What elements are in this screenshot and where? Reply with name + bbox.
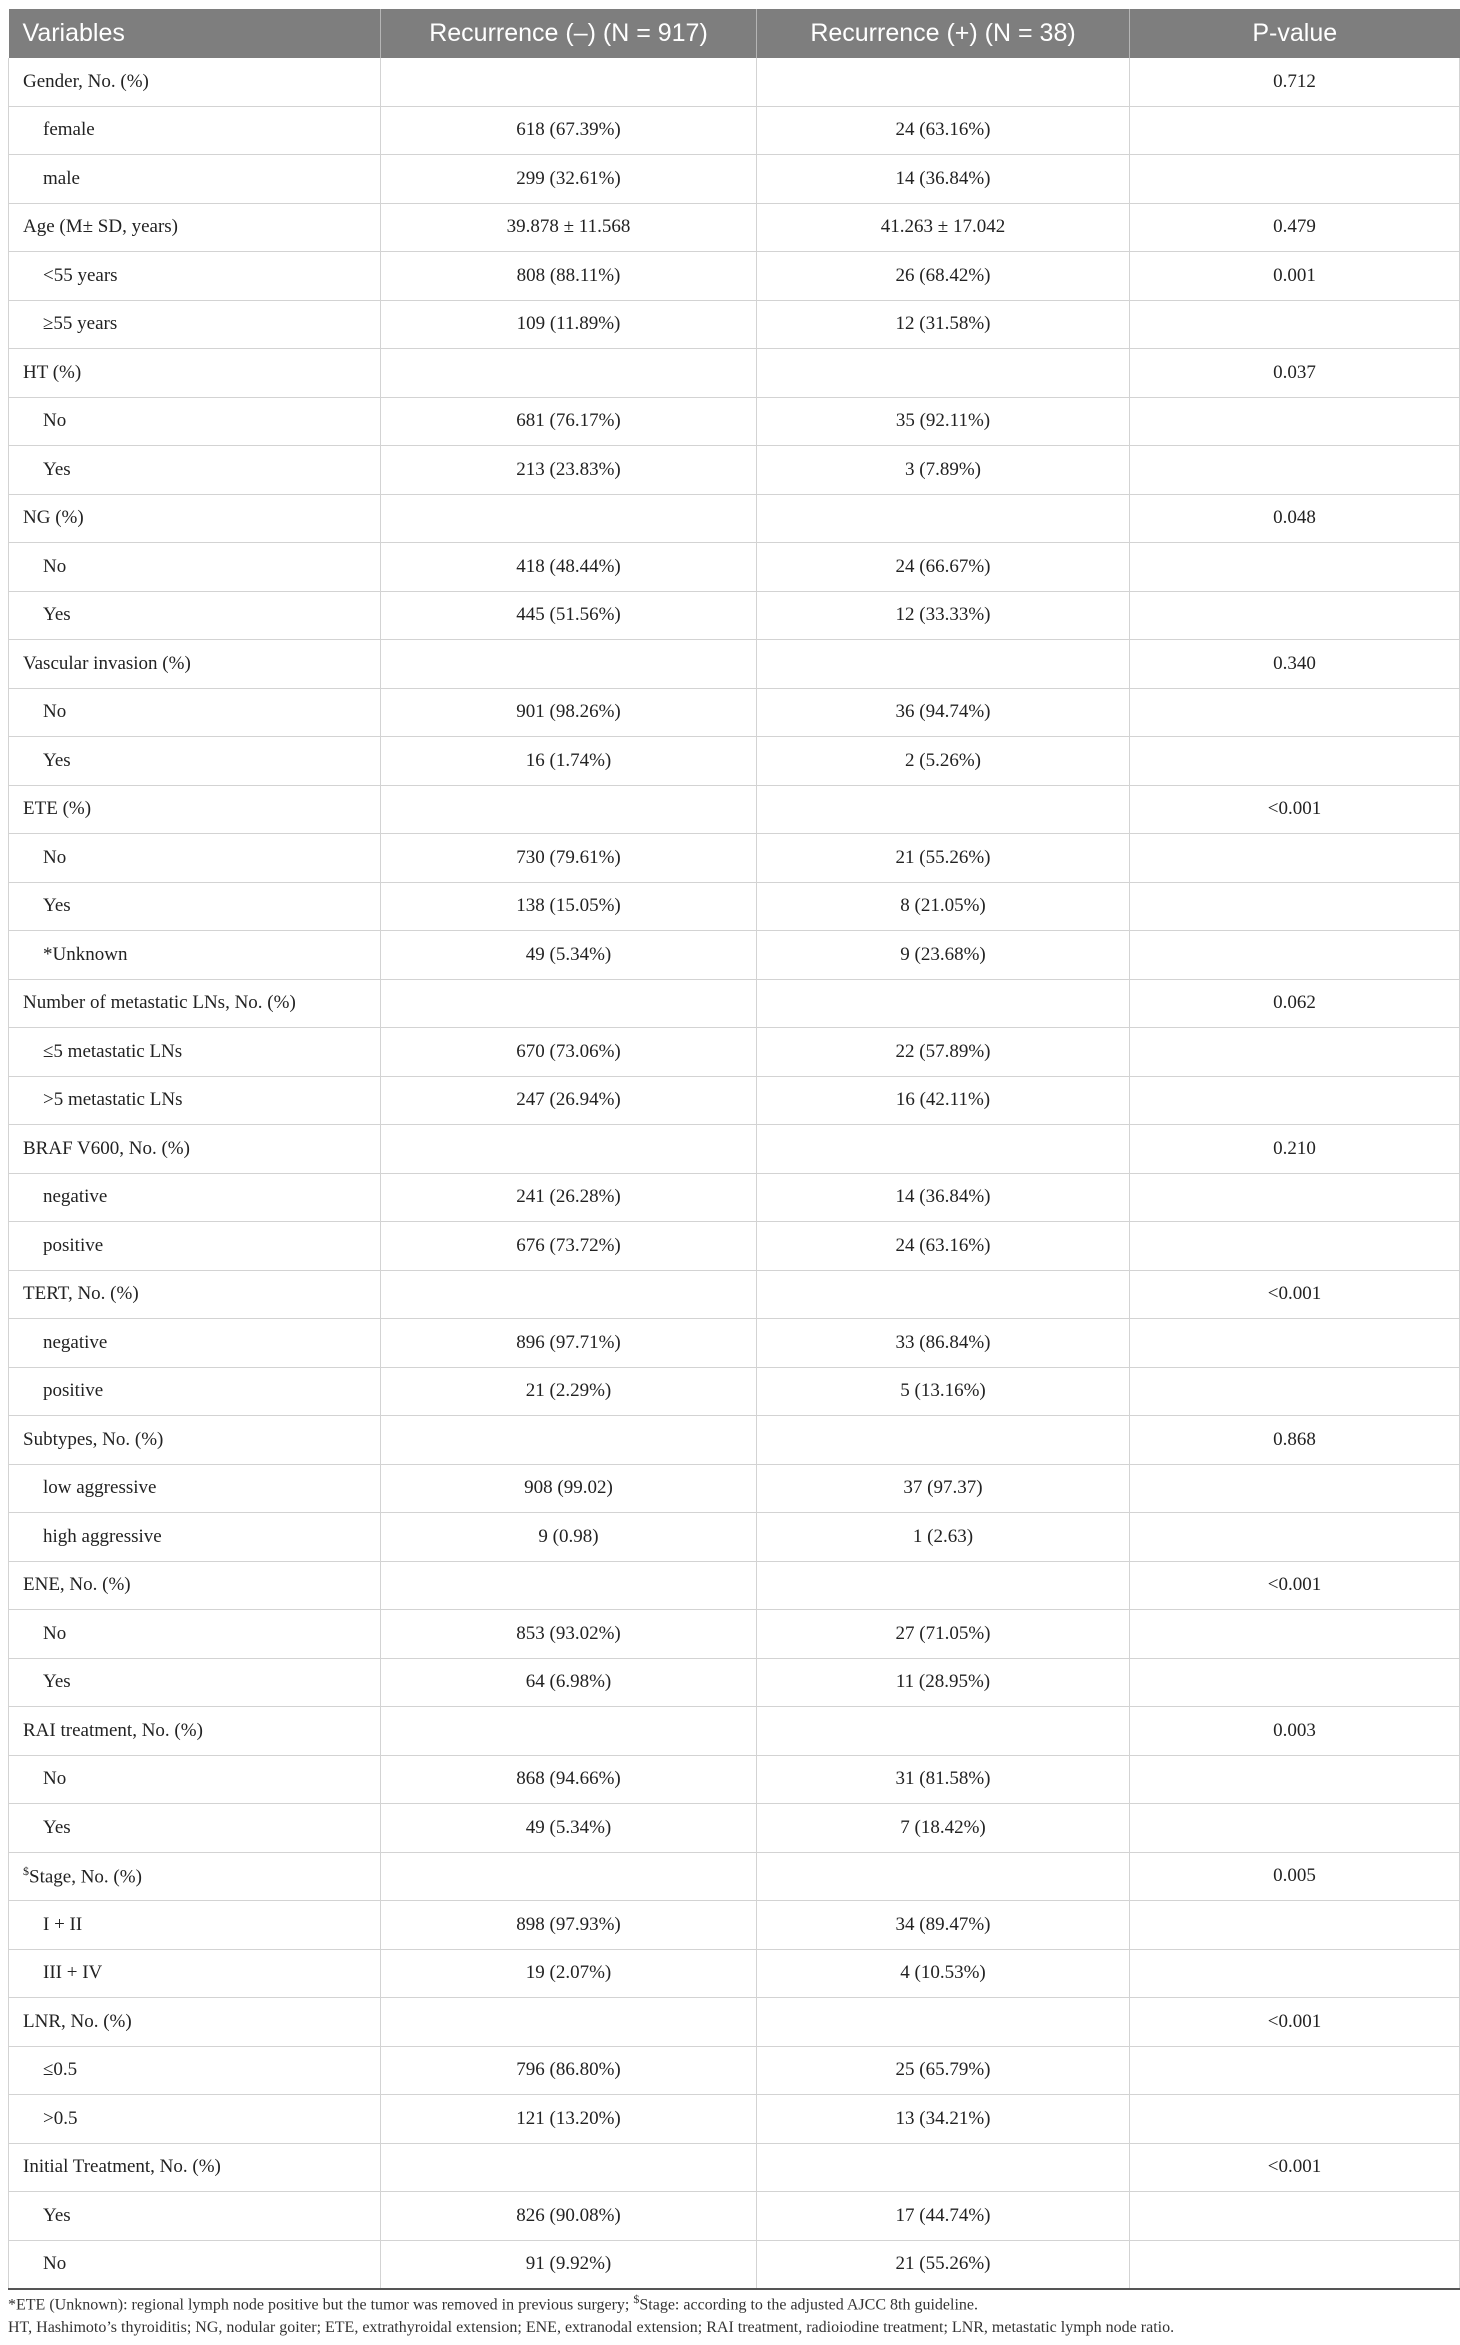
row-label-text: Yes	[43, 749, 71, 771]
row-label	[9, 1222, 381, 1271]
cell-recurrence-positive	[757, 2143, 1130, 2192]
row-label	[9, 1804, 381, 1853]
cell-p-value: <0.001	[1130, 2143, 1460, 2192]
cell-recurrence-negative: 241 (26.28%)	[381, 1173, 757, 1222]
cell-recurrence-positive: 8 (21.05%)	[757, 882, 1130, 931]
cell-p-value	[1130, 688, 1460, 737]
row-label	[9, 1755, 381, 1804]
footnote-line-1	[8, 2288, 1458, 2316]
row-label	[9, 1270, 381, 1319]
table-row	[9, 397, 1460, 446]
cell-recurrence-negative: 445 (51.56%)	[381, 591, 757, 640]
table-row	[9, 591, 1460, 640]
cell-recurrence-negative: 9 (0.98)	[381, 1513, 757, 1562]
cell-recurrence-positive: 12 (33.33%)	[757, 591, 1130, 640]
row-label	[9, 203, 381, 252]
cell-recurrence-positive: 24 (66.67%)	[757, 543, 1130, 592]
row-label-text: No	[43, 1622, 67, 1644]
row-label	[9, 155, 381, 204]
row-label	[9, 834, 381, 883]
table-row	[9, 2046, 1460, 2095]
cell-recurrence-positive: 22 (57.89%)	[757, 1028, 1130, 1077]
table-row	[9, 640, 1460, 689]
row-label-text: negative	[43, 1331, 108, 1353]
row-label	[9, 397, 381, 446]
cell-recurrence-negative: 16 (1.74%)	[381, 737, 757, 786]
table-row	[9, 1998, 1460, 2047]
cell-p-value	[1130, 2095, 1460, 2144]
row-label	[9, 1949, 381, 1998]
cell-recurrence-negative: 19 (2.07%)	[381, 1949, 757, 1998]
row-label	[9, 2192, 381, 2241]
cell-recurrence-positive	[757, 1998, 1130, 2047]
cell-recurrence-positive: 13 (34.21%)	[757, 2095, 1130, 2144]
row-label-text: male	[43, 167, 80, 189]
row-label-text: III + IV	[43, 1962, 103, 1984]
table-row	[9, 1658, 1460, 1707]
row-label-text: Initial Treatment, No. (%)	[23, 2156, 221, 2178]
row-label	[9, 591, 381, 640]
table-row	[9, 1222, 1460, 1271]
cell-p-value	[1130, 931, 1460, 980]
table-row	[9, 1949, 1460, 1998]
cell-p-value: 0.479	[1130, 203, 1460, 252]
cell-recurrence-positive: 41.263 ± 17.042	[757, 203, 1130, 252]
cell-p-value: 0.003	[1130, 1707, 1460, 1756]
row-label	[9, 106, 381, 155]
cell-p-value	[1130, 737, 1460, 786]
row-label-text: Yes	[43, 1816, 71, 1838]
row-label-text: positive	[43, 1380, 104, 1402]
row-label	[9, 58, 381, 106]
row-label-text: Vascular invasion (%)	[23, 652, 191, 674]
cell-recurrence-negative	[381, 640, 757, 689]
row-label	[9, 737, 381, 786]
row-label-text: ENE, No. (%)	[23, 1574, 131, 1596]
row-label-text: Gender, No. (%)	[23, 70, 149, 92]
table-row	[9, 1755, 1460, 1804]
cell-recurrence-positive: 1 (2.63)	[757, 1513, 1130, 1562]
cell-recurrence-negative	[381, 1270, 757, 1319]
cell-recurrence-negative	[381, 494, 757, 543]
cell-recurrence-positive: 17 (44.74%)	[757, 2192, 1130, 2241]
row-label	[9, 1513, 381, 1562]
table-row	[9, 1707, 1460, 1756]
row-label	[9, 1028, 381, 1077]
row-label	[9, 1561, 381, 1610]
table-row	[9, 2240, 1460, 2289]
cell-p-value: <0.001	[1130, 1998, 1460, 2047]
row-label	[9, 252, 381, 301]
row-label-text: LNR, No. (%)	[23, 2010, 132, 2032]
cell-p-value	[1130, 1610, 1460, 1659]
row-label-text: ≥55 years	[43, 313, 118, 335]
cell-p-value	[1130, 397, 1460, 446]
row-label	[9, 785, 381, 834]
cell-p-value	[1130, 2192, 1460, 2241]
cell-recurrence-positive	[757, 1852, 1130, 1901]
cell-recurrence-positive	[757, 1416, 1130, 1465]
table-row	[9, 1901, 1460, 1950]
cell-p-value	[1130, 882, 1460, 931]
cell-recurrence-negative: 299 (32.61%)	[381, 155, 757, 204]
table-row	[9, 688, 1460, 737]
row-label-text: Yes	[43, 604, 71, 626]
cell-recurrence-positive	[757, 494, 1130, 543]
cell-p-value	[1130, 1804, 1460, 1853]
cell-p-value: 0.005	[1130, 1852, 1460, 1901]
cell-recurrence-positive	[757, 58, 1130, 106]
row-label	[9, 1610, 381, 1659]
cell-recurrence-negative: 109 (11.89%)	[381, 300, 757, 349]
table-row	[9, 931, 1460, 980]
cell-recurrence-negative: 418 (48.44%)	[381, 543, 757, 592]
table-row	[9, 882, 1460, 931]
cell-recurrence-negative: 64 (6.98%)	[381, 1658, 757, 1707]
cell-recurrence-negative	[381, 1707, 757, 1756]
cell-recurrence-negative: 49 (5.34%)	[381, 931, 757, 980]
cell-recurrence-negative: 21 (2.29%)	[381, 1367, 757, 1416]
row-label	[9, 640, 381, 689]
cell-recurrence-negative	[381, 58, 757, 106]
row-label	[9, 1852, 381, 1901]
row-label	[9, 2240, 381, 2289]
row-label	[9, 1367, 381, 1416]
cell-p-value	[1130, 1367, 1460, 1416]
cell-recurrence-positive: 35 (92.11%)	[757, 397, 1130, 446]
row-label	[9, 1707, 381, 1756]
cell-p-value	[1130, 155, 1460, 204]
row-label-text: Yes	[43, 1671, 71, 1693]
table-row	[9, 1804, 1460, 1853]
row-label	[9, 2143, 381, 2192]
cell-p-value	[1130, 1949, 1460, 1998]
row-label	[9, 1125, 381, 1174]
cell-recurrence-positive: 9 (23.68%)	[757, 931, 1130, 980]
cell-recurrence-negative	[381, 1125, 757, 1174]
footnote-ete: *ETE (Unknown): regional lymph node positive but the tumor was removed in previous surgery;	[8, 2296, 634, 2314]
row-label-text: No	[43, 1768, 67, 1790]
row-label	[9, 2046, 381, 2095]
row-label-text: Yes	[43, 2204, 71, 2226]
cell-p-value	[1130, 1658, 1460, 1707]
row-label-text: >5 metastatic LNs	[43, 1089, 183, 1111]
table-row	[9, 58, 1460, 106]
row-label-text: ≤0.5	[43, 2059, 78, 2081]
cell-recurrence-negative: 681 (76.17%)	[381, 397, 757, 446]
cell-recurrence-positive: 33 (86.84%)	[757, 1319, 1130, 1368]
table-row	[9, 252, 1460, 301]
row-label	[9, 1658, 381, 1707]
cell-p-value: <0.001	[1130, 1561, 1460, 1610]
cell-p-value: <0.001	[1130, 1270, 1460, 1319]
row-label-text: low aggressive	[43, 1477, 157, 1499]
cell-recurrence-positive: 14 (36.84%)	[757, 155, 1130, 204]
header-variables: Variables	[9, 9, 381, 58]
row-label-text: I + II	[43, 1913, 83, 1935]
row-label	[9, 1173, 381, 1222]
cell-recurrence-negative: 121 (13.20%)	[381, 2095, 757, 2144]
cell-recurrence-negative	[381, 1561, 757, 1610]
cell-recurrence-positive: 24 (63.16%)	[757, 106, 1130, 155]
row-label	[9, 1464, 381, 1513]
table-row	[9, 349, 1460, 398]
cell-recurrence-positive	[757, 1561, 1130, 1610]
cell-recurrence-positive	[757, 1125, 1130, 1174]
cell-recurrence-positive: 34 (89.47%)	[757, 1901, 1130, 1950]
cell-recurrence-positive	[757, 785, 1130, 834]
cell-recurrence-negative	[381, 1998, 757, 2047]
table-row	[9, 2095, 1460, 2144]
cell-recurrence-positive: 25 (65.79%)	[757, 2046, 1130, 2095]
cell-recurrence-positive: 14 (36.84%)	[757, 1173, 1130, 1222]
row-label-text: ETE (%)	[23, 798, 92, 820]
cell-recurrence-negative	[381, 979, 757, 1028]
row-label	[9, 1416, 381, 1465]
cell-recurrence-negative	[381, 785, 757, 834]
row-label	[9, 2095, 381, 2144]
cell-p-value	[1130, 1319, 1460, 1368]
cell-recurrence-negative: 39.878 ± 11.568	[381, 203, 757, 252]
row-label-text: positive	[43, 1234, 104, 1256]
cell-p-value	[1130, 2240, 1460, 2289]
cell-p-value	[1130, 300, 1460, 349]
table-row	[9, 2143, 1460, 2192]
row-label-text: HT (%)	[23, 361, 82, 383]
table-row	[9, 1076, 1460, 1125]
table-footnotes	[8, 2288, 1458, 2339]
table-row	[9, 1561, 1460, 1610]
cell-recurrence-positive: 31 (81.58%)	[757, 1755, 1130, 1804]
row-label-text: Subtypes, No. (%)	[23, 1428, 164, 1450]
row-label	[9, 494, 381, 543]
cell-p-value: 0.048	[1130, 494, 1460, 543]
table-row	[9, 1513, 1460, 1562]
row-label	[9, 979, 381, 1028]
table-row	[9, 1464, 1460, 1513]
row-label-text: Yes	[43, 458, 71, 480]
cell-p-value: 0.062	[1130, 979, 1460, 1028]
cell-recurrence-positive: 37 (97.37)	[757, 1464, 1130, 1513]
table-row	[9, 203, 1460, 252]
cell-recurrence-positive: 7 (18.42%)	[757, 1804, 1130, 1853]
cell-recurrence-positive	[757, 1707, 1130, 1756]
row-label-text: NG (%)	[23, 507, 84, 529]
table-row	[9, 785, 1460, 834]
cell-p-value	[1130, 1222, 1460, 1271]
cell-p-value	[1130, 1028, 1460, 1077]
cell-recurrence-negative: 796 (86.80%)	[381, 2046, 757, 2095]
table-header-row	[9, 9, 1460, 58]
row-label-text: *Unknown	[43, 943, 128, 965]
cell-recurrence-positive: 21 (55.26%)	[757, 2240, 1130, 2289]
cell-recurrence-positive	[757, 1270, 1130, 1319]
cell-recurrence-positive	[757, 640, 1130, 689]
cell-p-value	[1130, 1901, 1460, 1950]
table-row	[9, 1852, 1460, 1901]
row-label-text: BRAF V600, No. (%)	[23, 1137, 190, 1159]
table-row	[9, 1367, 1460, 1416]
row-label-text: No	[43, 410, 67, 432]
cell-recurrence-positive: 4 (10.53%)	[757, 1949, 1130, 1998]
cell-recurrence-negative: 898 (97.93%)	[381, 1901, 757, 1950]
row-label-text: No	[43, 2253, 67, 2275]
cell-recurrence-negative	[381, 2143, 757, 2192]
table-row	[9, 1173, 1460, 1222]
row-label-text: Yes	[43, 895, 71, 917]
cell-recurrence-negative: 730 (79.61%)	[381, 834, 757, 883]
row-label-text: negative	[43, 1186, 108, 1208]
row-label-text: Stage, No. (%)	[29, 1866, 142, 1888]
row-label	[9, 1901, 381, 1950]
cell-recurrence-positive: 26 (68.42%)	[757, 252, 1130, 301]
row-label	[9, 349, 381, 398]
row-label-text: Age (M± SD, years)	[23, 216, 179, 238]
row-label-text: >0.5	[43, 2107, 78, 2129]
cell-p-value: 0.037	[1130, 349, 1460, 398]
cell-p-value: <0.001	[1130, 785, 1460, 834]
cell-recurrence-positive: 12 (31.58%)	[757, 300, 1130, 349]
cell-p-value: 0.712	[1130, 58, 1460, 106]
cell-recurrence-negative: 676 (73.72%)	[381, 1222, 757, 1271]
cell-recurrence-negative: 247 (26.94%)	[381, 1076, 757, 1125]
cell-p-value: 0.340	[1130, 640, 1460, 689]
cell-recurrence-positive: 2 (5.26%)	[757, 737, 1130, 786]
cell-recurrence-positive: 21 (55.26%)	[757, 834, 1130, 883]
header-p-value: P-value	[1130, 9, 1460, 58]
table-row	[9, 1416, 1460, 1465]
row-label	[9, 300, 381, 349]
cell-recurrence-positive: 36 (94.74%)	[757, 688, 1130, 737]
row-label-text: Number of metastatic LNs, No. (%)	[23, 992, 296, 1014]
footnote-line-2: HT, Hashimoto’s thyroiditis; NG, nodular goiter; ETE, extrathyroidal extension; ENE, extranodal extension; RAI treatment, radioiodine treatment; LNR, metastatic lymph node ratio.	[8, 2319, 1175, 2337]
cell-recurrence-negative: 670 (73.06%)	[381, 1028, 757, 1077]
row-label-text: female	[43, 119, 95, 141]
results-table	[8, 9, 1460, 2290]
cell-recurrence-negative: 908 (99.02)	[381, 1464, 757, 1513]
cell-recurrence-positive: 24 (63.16%)	[757, 1222, 1130, 1271]
row-label-text: No	[43, 846, 67, 868]
cell-recurrence-positive: 27 (71.05%)	[757, 1610, 1130, 1659]
table-row	[9, 446, 1460, 495]
cell-recurrence-negative	[381, 1852, 757, 1901]
header-recurrence-positive: Recurrence (+) (N = 38)	[757, 9, 1130, 58]
row-label	[9, 1319, 381, 1368]
cell-recurrence-negative	[381, 349, 757, 398]
cell-p-value	[1130, 834, 1460, 883]
table-row	[9, 300, 1460, 349]
row-label	[9, 1998, 381, 2047]
cell-recurrence-negative: 49 (5.34%)	[381, 1804, 757, 1853]
row-label	[9, 882, 381, 931]
footnote-stage: Stage: according to the adjusted AJCC 8th guideline.	[639, 2296, 978, 2314]
cell-p-value	[1130, 106, 1460, 155]
cell-recurrence-negative	[381, 1416, 757, 1465]
cell-p-value	[1130, 1464, 1460, 1513]
cell-p-value	[1130, 446, 1460, 495]
table-row	[9, 1319, 1460, 1368]
cell-p-value	[1130, 1173, 1460, 1222]
header-recurrence-negative: Recurrence (–) (N = 917)	[381, 9, 757, 58]
table-body	[9, 58, 1460, 2289]
cell-p-value	[1130, 591, 1460, 640]
table-row	[9, 1125, 1460, 1174]
table-row	[9, 737, 1460, 786]
row-label-superscript: $	[23, 1864, 29, 1879]
cell-recurrence-positive: 5 (13.16%)	[757, 1367, 1130, 1416]
row-label-text: RAI treatment, No. (%)	[23, 1719, 203, 1741]
table-row	[9, 1270, 1460, 1319]
cell-recurrence-negative: 618 (67.39%)	[381, 106, 757, 155]
cell-recurrence-negative: 853 (93.02%)	[381, 1610, 757, 1659]
cell-recurrence-positive: 3 (7.89%)	[757, 446, 1130, 495]
cell-recurrence-negative: 868 (94.66%)	[381, 1755, 757, 1804]
cell-recurrence-negative: 808 (88.11%)	[381, 252, 757, 301]
table-row	[9, 1610, 1460, 1659]
cell-recurrence-negative: 213 (23.83%)	[381, 446, 757, 495]
row-label-text: No	[43, 555, 67, 577]
cell-recurrence-negative: 138 (15.05%)	[381, 882, 757, 931]
row-label	[9, 931, 381, 980]
cell-recurrence-negative: 901 (98.26%)	[381, 688, 757, 737]
row-label	[9, 1076, 381, 1125]
cell-recurrence-negative: 826 (90.08%)	[381, 2192, 757, 2241]
cell-p-value: 0.210	[1130, 1125, 1460, 1174]
cell-recurrence-negative: 896 (97.71%)	[381, 1319, 757, 1368]
row-label-text: <55 years	[43, 264, 118, 286]
row-label	[9, 446, 381, 495]
cell-recurrence-positive: 11 (28.95%)	[757, 1658, 1130, 1707]
cell-recurrence-positive: 16 (42.11%)	[757, 1076, 1130, 1125]
cell-recurrence-negative: 91 (9.92%)	[381, 2240, 757, 2289]
table-row	[9, 979, 1460, 1028]
cell-p-value	[1130, 1513, 1460, 1562]
table-row	[9, 834, 1460, 883]
row-label-text: No	[43, 701, 67, 723]
row-label-text: ≤5 metastatic LNs	[43, 1040, 183, 1062]
table-row	[9, 155, 1460, 204]
table-row	[9, 1028, 1460, 1077]
row-label-text: TERT, No. (%)	[23, 1283, 139, 1305]
table-row	[9, 543, 1460, 592]
cell-p-value	[1130, 2046, 1460, 2095]
cell-recurrence-positive	[757, 979, 1130, 1028]
table-row	[9, 106, 1460, 155]
cell-p-value: 0.001	[1130, 252, 1460, 301]
cell-p-value	[1130, 543, 1460, 592]
row-label	[9, 688, 381, 737]
row-label	[9, 543, 381, 592]
table-row	[9, 494, 1460, 543]
cell-p-value	[1130, 1755, 1460, 1804]
row-label-text: high aggressive	[43, 1525, 162, 1547]
cell-p-value	[1130, 1076, 1460, 1125]
table-row	[9, 2192, 1460, 2241]
footnote-stage-marker: $	[633, 2292, 640, 2306]
cell-p-value: 0.868	[1130, 1416, 1460, 1465]
cell-recurrence-positive	[757, 349, 1130, 398]
